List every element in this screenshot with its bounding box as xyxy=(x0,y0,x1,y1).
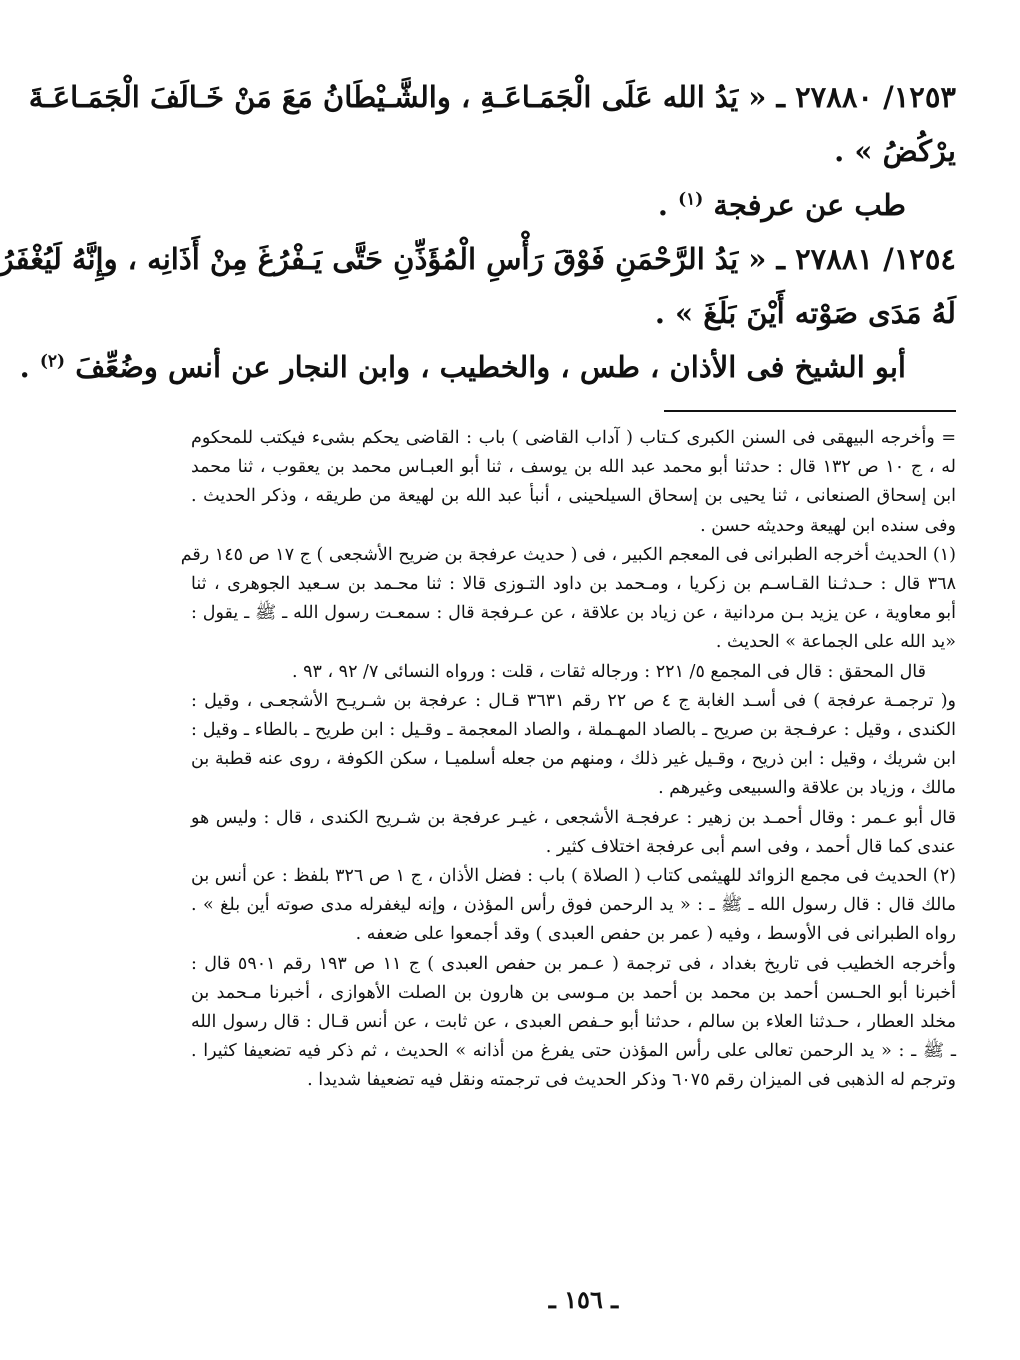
footnote-line: ٣٦٨ قال : حـدثـنا القـاسـم بن زكريا ، ومـحمد بن داود التـوزى قالا : ثنا محـمد بن سـعيد الجوهرى ، ثنا xyxy=(191,574,956,595)
footnote-line: قال أبو عـمر : وقال أحمـد بن زهير : عرفجـة الأشجعى ، غيـر عرفجة بن شـريح الكندى ، قال : وليس هو xyxy=(191,807,956,828)
hadith-1253-line-2: يرْكُضُ » . xyxy=(834,134,956,168)
footnote-line: ـ ﷺ ـ : « يد الرحمن تعالى على رأس المؤذن حتى يفرغ من أذانه » الحديث ، ثم ذكر فيه تضعيفا كثيرا . xyxy=(191,1041,956,1062)
footnote-line: مالك قال : قال رسول الله ـ ﷺ ـ : « يد الرحمن فوق رأس المؤذن ، وإنه ليغفرله مدى صوته أين بلغ » . xyxy=(191,895,956,916)
footnote-continuation xyxy=(191,424,956,541)
footnote-line: عندى كما قال أحمد ، وفى اسم أبى عرفجة اختلاف كثير . xyxy=(545,836,956,857)
main-text xyxy=(0,70,956,394)
footnote-ref-2: (٢) xyxy=(39,351,66,372)
footnote-line: وأخرجه الخطيب فى تاريخ بغداد ، فى ترجمة ( عـمر بن حفص العبدى ) ج ١١ ص ١٩٣ رقم ٥٩٠١ قال : xyxy=(191,953,956,974)
footnote-ref-1: (١) xyxy=(678,189,704,210)
footnote-separator xyxy=(664,410,956,412)
hadith-1253-source-end: . xyxy=(657,188,668,222)
footnote-line: = وأخرجه البيهقى فى السنن الكبرى كـتاب ( آداب القاضى ) باب : القاضى يحكم بشىء فيكتب للمحكوم xyxy=(191,428,956,448)
page-number: ـ ١٥٦ ـ xyxy=(548,1285,619,1314)
footnote-2 xyxy=(191,862,956,1096)
footnote-line: وترجم له الذهبى فى الميزان رقم ٦٠٧٥ وذكر الحديث فى ترجمته ونقل فيه تضعيفا شديدا . xyxy=(307,1070,956,1091)
footnote-line: أخبرنا أبو الحـسن أحمد بن محمد بن أحمد بن مـوسى بن هارون بن الصلت الأهوازى ، أخبرنا مـحمد بن xyxy=(191,982,956,1003)
hadith-1253-source xyxy=(191,178,956,232)
hadith-1254-line-1: ١٢٥٤/ ٢٧٨٨١ ـ « يَدُ الرَّحْمَنِ فَوْقَ رَأْسِ الْمُؤَذِّنِ حَتَّى يَـفْرُغَ مِنْ أَذَانِه ، وإِنَّهُ لَيُغْفَرُ xyxy=(0,242,956,276)
footnote-line: ابن شريك ، وقيل : ابن ذريح ، وقـيل غير ذلك ، ومنهم من جعله أسلميـا ، سكن الكوفة ، روى عنه قطبة بن xyxy=(191,749,956,770)
footnote-line: (٢) الحديث فى مجمع الزوائد للهيثمى كتاب ( الصلاة ) باب : فضل الأذان ، ج ١ ص ٣٢٦ بلفظ : عن أنس بن xyxy=(191,866,956,887)
hadith-1254-source-end: . xyxy=(19,350,30,384)
footnote-line: «يد الله على الجماعة » الحديث . xyxy=(715,632,956,653)
footnote-line: مالك ، وزياد بن علاقة والسبيعى وغيرهم . xyxy=(658,778,956,799)
footnote-line: وفى سنده ابن لهيعة وحديثه حسن . xyxy=(700,515,956,536)
hadith-1253-source-text: طب عن عرفجة xyxy=(713,188,906,222)
footnote-line: رواه الطبرانى فى الأوسط ، وفيه ( عمر بن حفص العبدى ) وقد أجمعوا على ضعفه . xyxy=(355,924,956,945)
hadith-1254-source xyxy=(19,340,956,394)
hadith-1254-line-2: لَهُ مَدَى صَوْته أَيْنَ بَلَغَ » . xyxy=(654,296,956,330)
footnotes xyxy=(180,424,956,1096)
hadith-1254-source-text: أبو الشيخ فى الأذان ، طس ، والخطيب ، وابن النجار عن أنس وضُعِّفَ xyxy=(75,350,906,384)
footnote-line: ابن إسحاق الصنعانى ، ثنا يحيى بن إسحاق السيلحينى ، أنبأ عبد الله بن لهيعة من طريقه ، وذكر الحديث . xyxy=(191,486,956,507)
footnote-line: له ، ج ١٠ ص ١٣٢ قال : حدثنا أبو محمد عبد الله بن يوسف ، ثنا أبو العبـاس محمد بن يعقوب ، ثنا محمد xyxy=(191,457,956,478)
hadith-1253-line-1: ١٢٥٣/ ٢٧٨٨٠ ـ « يَدُ الله عَلَى الْجَمَـاعَـةِ ، والشَّـيْطَانُ مَعَ مَنْ خَـالَفَ الْجَمَـاعَـةَ xyxy=(28,80,956,114)
footnote-1 xyxy=(180,541,956,862)
footnote-line: أبو معاوية ، عن يزيد بـن مردانية ، عن زياد بن علاقة ، عن عـرفجة قال : سمعـت رسول الله ـ ﷺ ـ يقول : xyxy=(191,603,956,624)
footnote-line: (١) الحديث أخرجه الطبرانى فى المعجم الكبير ، فى ( حديث عرفجة بن ضريح الأشجعى ) ج ١٧ ص ١٤٥ رقم xyxy=(180,544,956,565)
footnote-line: قال المحقق : قال فى المجمع ٥/ ٢٢١ : ورجاله ثقات ، قلت : ورواه النسائى ٧/ ٩٢ ، ٩٣ . xyxy=(291,661,926,682)
footnote-line: و( ترجمـة عرفجة ) فى أسـد الغابة ج ٤ ص ٢٢ رقم ٣٦٣١ قـال : عرفجة بن شـريـح الأشجعـى ، وقيل : xyxy=(191,690,956,711)
footnote-line: مخلد العطار ، حـدثنا العلاء بن سالم ، حدثنا أبو حـفص العبدى ، عن ثابت ، عن أنس قـال : قال رسول الله xyxy=(191,1012,956,1033)
footnote-line: الكندى ، وقيل : عرفـجة بن صريح ـ بالصاد المهـملة ، والصاد المعجمة ـ وقـيل : ابن طريح ـ بالطاء ـ وقيل : xyxy=(191,720,956,741)
